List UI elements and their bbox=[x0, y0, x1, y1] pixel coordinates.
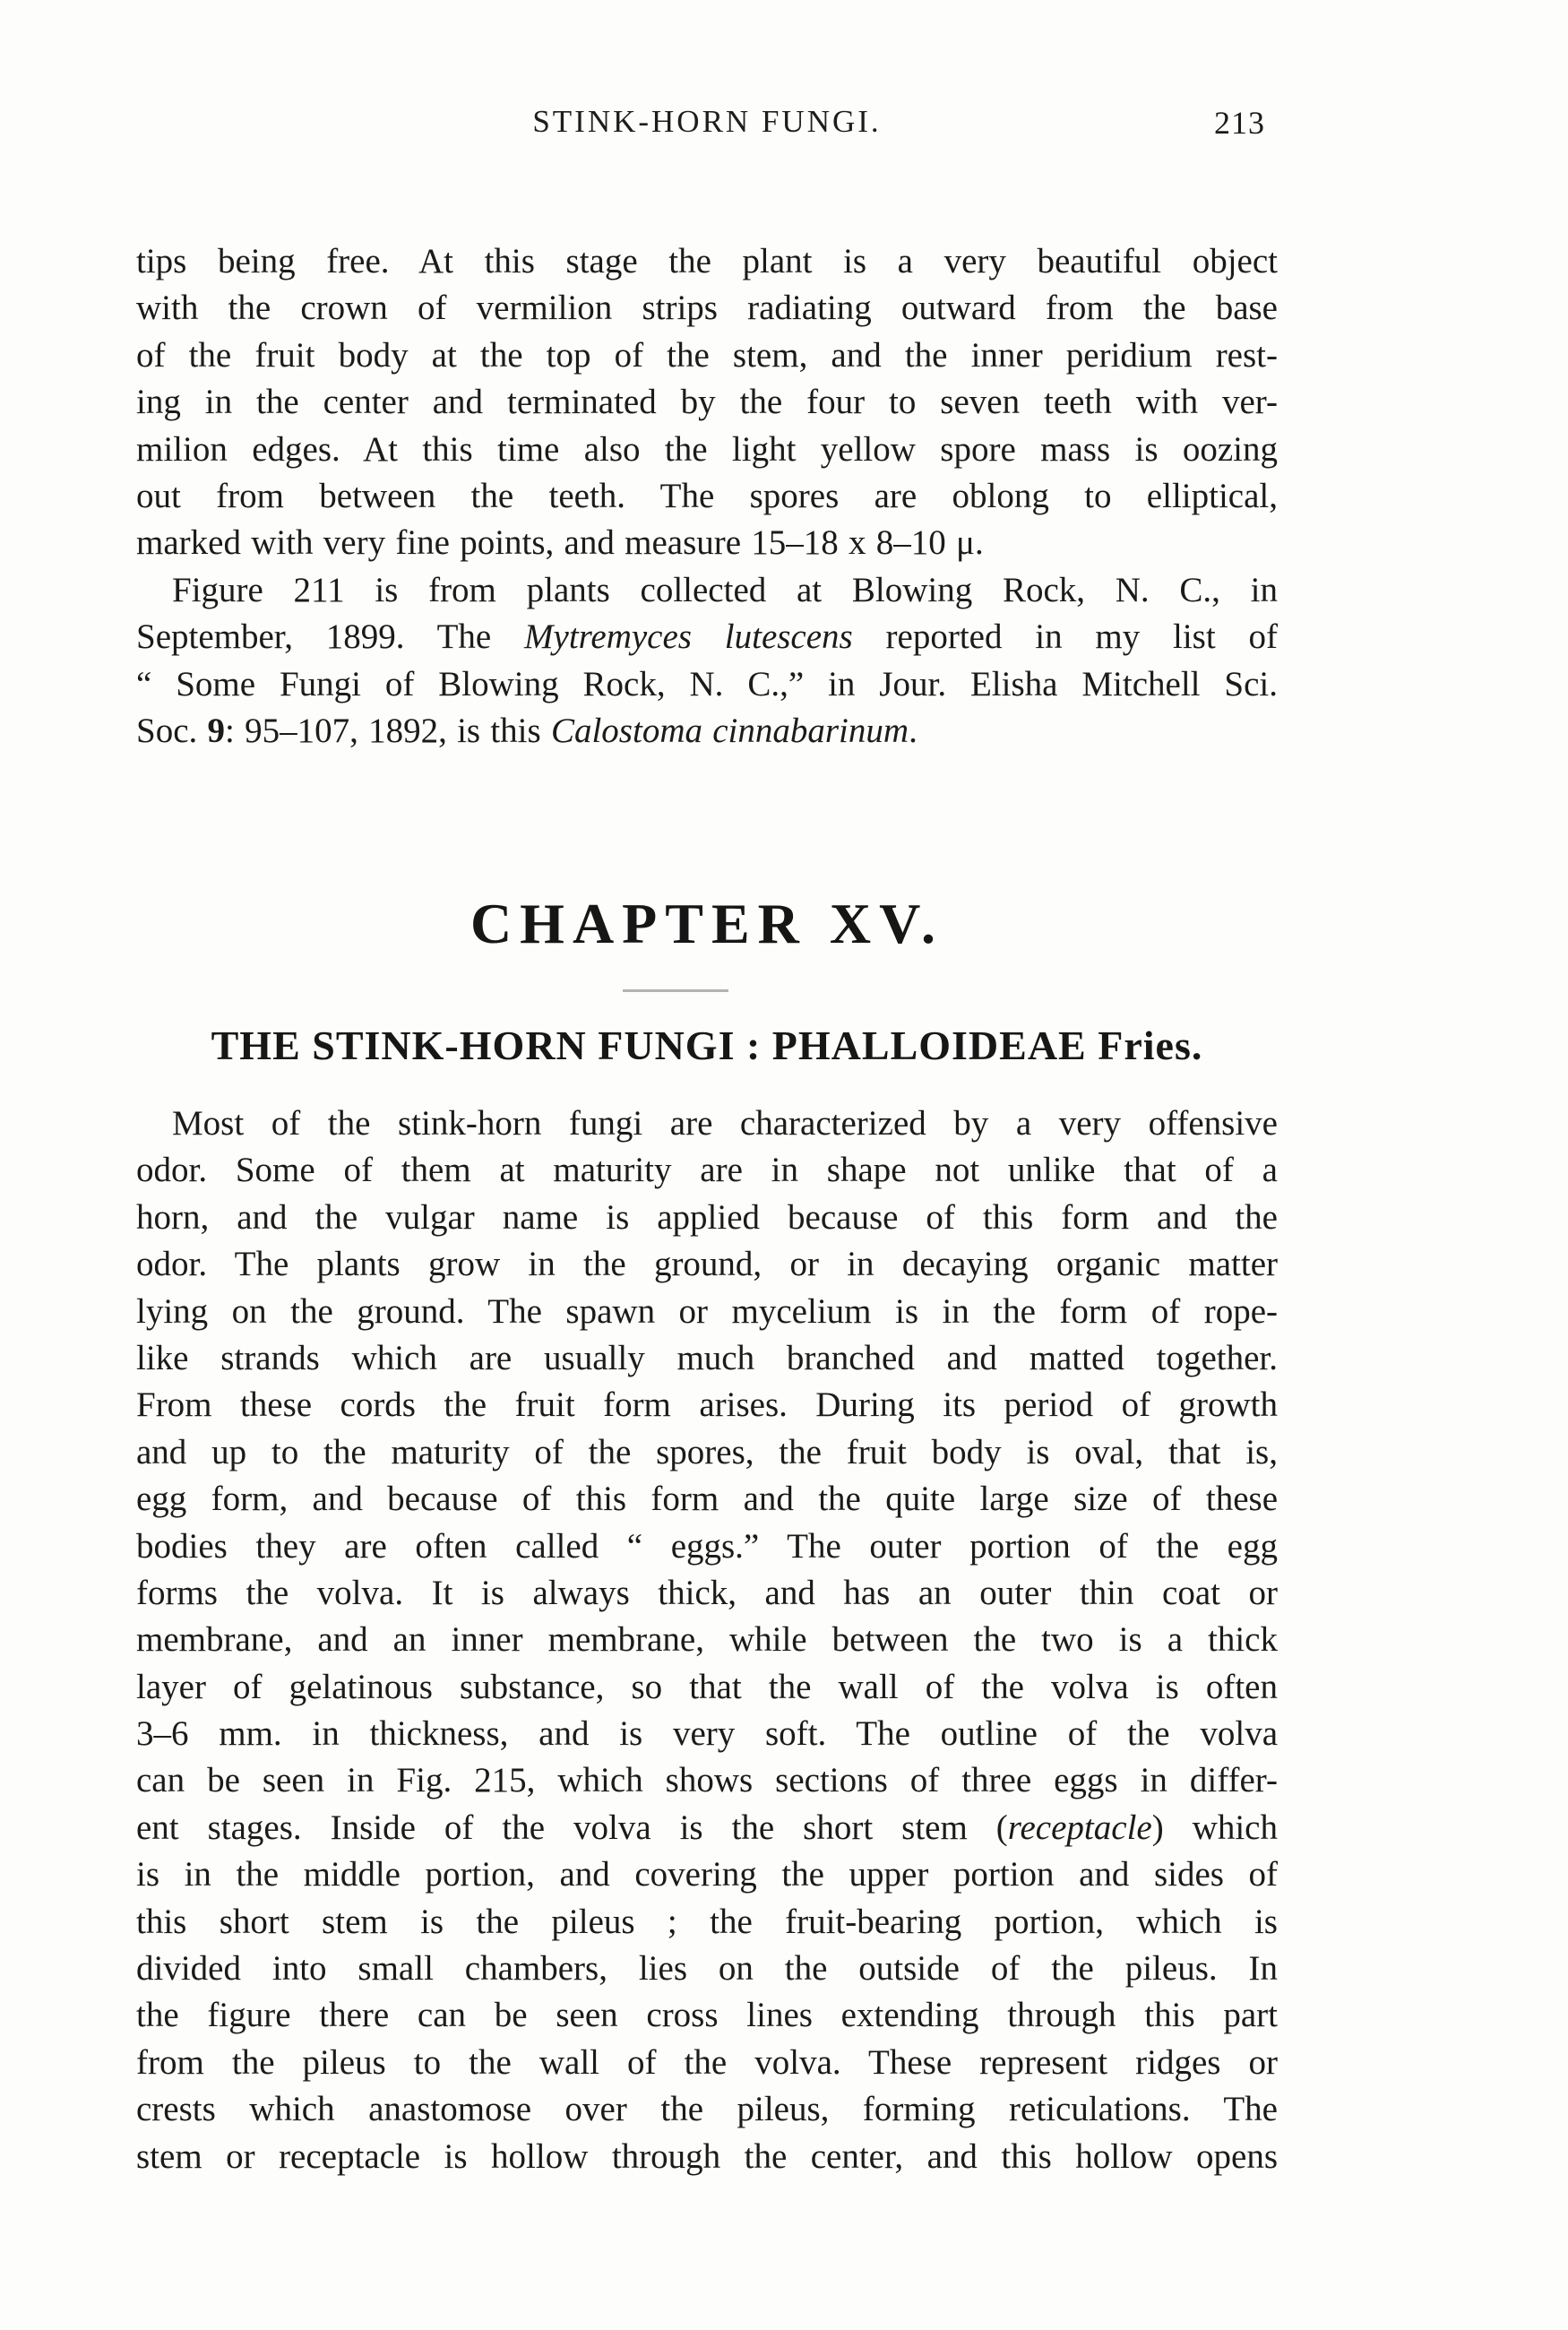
text-line bbox=[136, 1664, 1278, 1711]
text-segment: and up to the maturity of the spores, the fruit body is oval, that is, bbox=[136, 1432, 1278, 1471]
text-segment: From these cords the fruit form arises. During its period of growth bbox=[136, 1385, 1278, 1425]
text-segment: stem or receptacle is hollow through the center, and this hollow opens bbox=[136, 2136, 1278, 2176]
text-line bbox=[136, 1523, 1278, 1570]
text-segment: this short stem is the pileus ; the fruit-bearing portion, which is bbox=[136, 1902, 1278, 1941]
text-line bbox=[136, 1570, 1278, 1617]
text-segment: marked with very fine points, and measure 15–18 x 8–10 μ. bbox=[136, 523, 984, 563]
text-line bbox=[136, 238, 1278, 285]
text-line bbox=[136, 1617, 1278, 1663]
text-line bbox=[136, 1476, 1278, 1523]
text-line bbox=[136, 520, 1278, 566]
text-segment: divided into small chambers, lies on the outside of the pileus. In bbox=[136, 1949, 1278, 1989]
section-heading: THE STINK-HORN FUNGI : PHALLOIDEAE Fries. bbox=[211, 1023, 1203, 1068]
text-line bbox=[136, 1195, 1278, 1241]
text-segment: lying on the ground. The spawn or mycelium is in the form of rope- bbox=[136, 1291, 1278, 1331]
text-line bbox=[136, 2040, 1278, 2086]
text-line bbox=[136, 1147, 1278, 1194]
text-line bbox=[136, 1711, 1278, 1757]
text-segment: can be seen in Fig. 215, which shows sections of three eggs in differ- bbox=[136, 1761, 1278, 1800]
text-line bbox=[136, 1100, 1278, 1147]
text-segment: like strands which are usually much branched and matted together. bbox=[136, 1338, 1278, 1377]
text-segment: Figure 211 is from plants collected at Blowing Rock, N. C., in bbox=[172, 570, 1278, 609]
text-segment: egg form, and because of this form and the quite large size of these bbox=[136, 1480, 1278, 1519]
text-segment: Soc. bbox=[136, 711, 208, 750]
italic-text: Mytremyces lutescens bbox=[524, 617, 853, 657]
page-number: 213 bbox=[1214, 105, 1265, 141]
text-line bbox=[136, 708, 1278, 755]
text-line bbox=[136, 332, 1278, 379]
text-segment: 3–6 mm. in thickness, and is very soft. The outline of the volva bbox=[136, 1714, 1278, 1754]
text-segment: ing in the center and terminated by the four to seven teeth with ver- bbox=[136, 383, 1278, 422]
bold-text: 9 bbox=[207, 711, 225, 750]
text-line bbox=[136, 1429, 1278, 1476]
text-line bbox=[136, 567, 1278, 614]
text-segment: . bbox=[909, 711, 918, 750]
text-segment: with the crown of vermilion strips radiating outward from the base bbox=[136, 289, 1278, 328]
text-line bbox=[136, 614, 1278, 660]
text-segment: ent stages. Inside of the volva is the short stem ( bbox=[136, 1808, 1008, 1847]
ornament-rule bbox=[623, 989, 728, 992]
text-line bbox=[136, 1289, 1278, 1335]
text-segment: layer of gelatinous substance, so that the wall of the volva is often bbox=[136, 1667, 1278, 1706]
text-segment: from the pileus to the wall of the volva. These represent ridges or bbox=[136, 2042, 1278, 2082]
text-segment: is in the middle portion, and covering the upper portion and sides of bbox=[136, 1855, 1278, 1894]
text-line bbox=[136, 1992, 1278, 2039]
text-segment: forms the volva. It is always thick, and has an outer thin coat or bbox=[136, 1573, 1278, 1612]
text-line bbox=[136, 1241, 1278, 1288]
text-line bbox=[136, 379, 1278, 426]
text-line bbox=[136, 1335, 1278, 1382]
paragraph-continuation bbox=[136, 238, 1278, 567]
text-segment: horn, and the vulgar name is applied because of this form and the bbox=[136, 1197, 1278, 1237]
text-line bbox=[136, 1805, 1278, 1851]
text-segment: milion edges. At this time also the light yellow spore mass is oozing bbox=[136, 429, 1278, 469]
text-segment: Most of the stink-horn fungi are characterized by a very offensive bbox=[172, 1104, 1278, 1143]
text-segment: of the fruit body at the top of the stem, and the inner peridium rest- bbox=[136, 335, 1278, 375]
paragraph-figure-211 bbox=[136, 567, 1278, 755]
text-segment: : 95–107, 1892, is this bbox=[225, 711, 551, 750]
text-segment: reported in my list of bbox=[852, 617, 1278, 657]
text-line bbox=[136, 2086, 1278, 2133]
chapter-heading: CHAPTER XV. bbox=[470, 892, 944, 955]
text-line bbox=[136, 1946, 1278, 1992]
text-line bbox=[136, 1757, 1278, 1804]
text-segment: membrane, and an inner membrane, while between the two is a thick bbox=[136, 1620, 1278, 1660]
text-segment: out from between the teeth. The spores are oblong to elliptical, bbox=[136, 476, 1278, 515]
text-line bbox=[136, 661, 1278, 708]
text-line bbox=[136, 1382, 1278, 1428]
text-segment: odor. The plants grow in the ground, or in decaying organic matter bbox=[136, 1245, 1278, 1284]
italic-text: receptacle bbox=[1007, 1808, 1152, 1847]
text-segment: tips being free. At this stage the plant is a very beautiful object bbox=[136, 242, 1278, 280]
text-line bbox=[136, 1851, 1278, 1898]
text-segment: ) which bbox=[1151, 1808, 1278, 1847]
text-segment: crests which anastomose over the pileus, forming reticulations. The bbox=[136, 2090, 1278, 2129]
text-line bbox=[136, 2134, 1278, 2180]
running-head bbox=[136, 104, 1278, 143]
text-segment: bodies they are often called “ eggs.” The outer portion of the egg bbox=[136, 1526, 1278, 1566]
text-segment: September, 1899. The bbox=[136, 617, 525, 657]
text-line bbox=[136, 285, 1278, 332]
top-text-block bbox=[136, 238, 1278, 755]
italic-text: Calostoma cinnabarinum bbox=[550, 711, 909, 750]
text-line bbox=[136, 473, 1278, 520]
text-line bbox=[136, 427, 1278, 473]
running-title: STINK-HORN FUNGI. bbox=[532, 104, 882, 139]
paragraph-stink-horn-intro bbox=[136, 1100, 1278, 2180]
text-line bbox=[136, 1899, 1278, 1946]
text-segment: the figure there can be seen cross lines extending through this part bbox=[136, 1996, 1278, 2035]
text-segment: odor. Some of them at maturity are in shape not unlike that of a bbox=[136, 1151, 1278, 1190]
text-segment: “ Some Fungi of Blowing Rock, N. C.,” in Jour. Elisha Mitchell Sci. bbox=[136, 664, 1278, 703]
main-text-block bbox=[136, 1100, 1278, 2180]
